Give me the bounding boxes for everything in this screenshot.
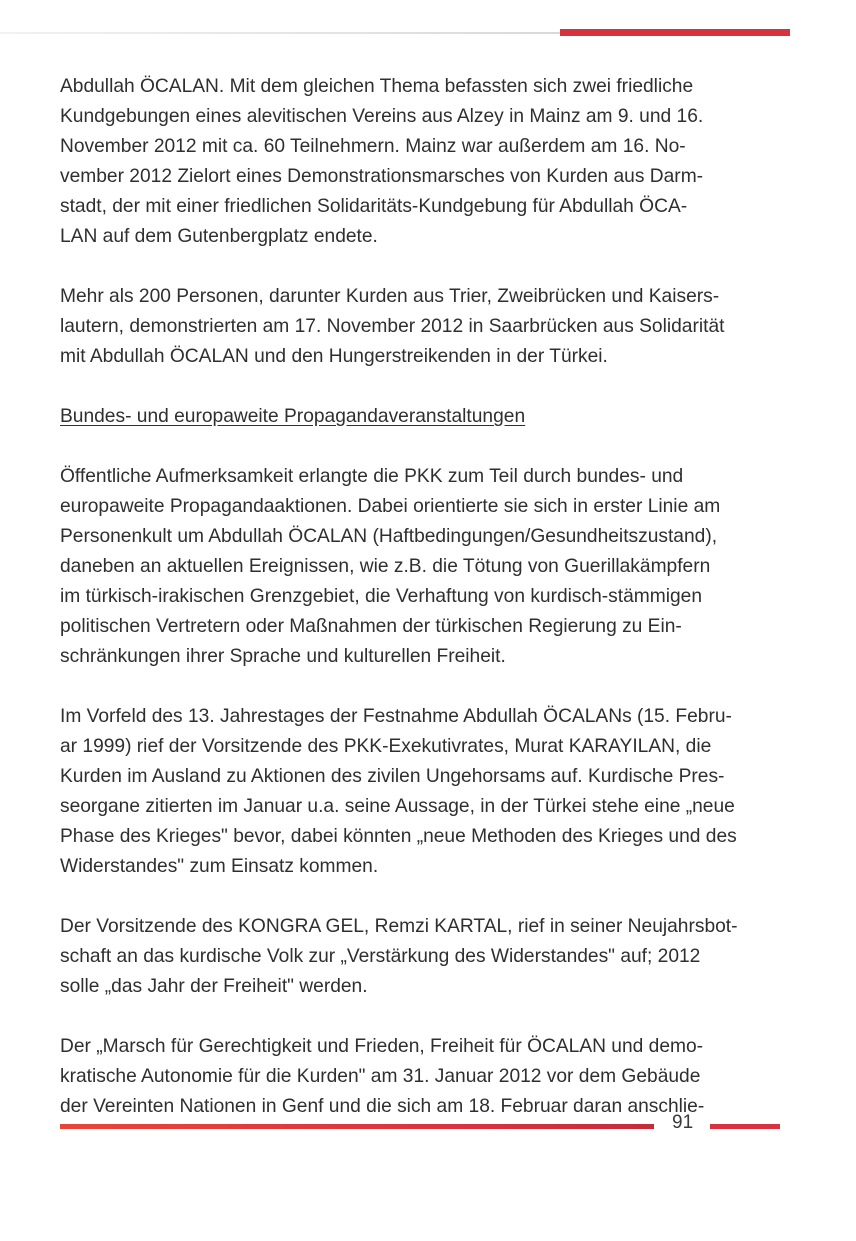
document-body [60,72,790,1152]
footer-rule [60,1112,790,1135]
paragraph-5: Der Vorsitzende des KONGRA GEL, Remzi KARTAL, rief in seiner Neujahrsbot- schaft an das kurdische Volk zur „Verstärkung des Widerstandes" auf; 2012 solle „das Jahr der Freiheit" werden. [60,916,738,997]
header-rule-grey [0,32,560,34]
paragraph-6: Der „Marsch für Gerechtigkeit und Frieden, Freiheit für ÖCALAN und demo- kratische Autonomie für die Kurden" am 31. Januar 2012 vor dem Gebäude der Vereinten Nationen in Genf und die sich am 18. Februar daran anschlie- [60,1036,705,1117]
paragraph-3: Öffentliche Aufmerksamkeit erlangte die PKK zum Teil durch bundes- und europaweite Propagandaaktionen. Dabei orientierte sie sich in erster Linie am Personenkult um Abdullah ÖCALAN (Haftbedingungen/Gesundheitszustand), daneben an aktuellen Ereignissen, wie z.B. die Tötung von Guerillakämpfern im türkisch-irakischen Grenzgebiet, die Verhaftung von kurdisch-stämmigen politischen Vertretern oder Maßnahmen der türkischen Regierung zu Ein- schränkungen ihrer Sprache und kulturellen Freiheit. [60,466,721,667]
paragraph-2: Mehr als 200 Personen, darunter Kurden aus Trier, Zweibrücken und Kaisers- lautern, demonstrierten am 17. November 2012 in Saarbrücken aus Solidarität mit Abdullah ÖCALAN und den Hungerstreikenden in der Türkei. [60,286,725,367]
section-heading: Bundes- und europaweite Propagandaveranstaltungen [60,406,526,427]
paragraph-4: Im Vorfeld des 13. Jahrestages der Festnahme Abdullah ÖCALANs (15. Febru- ar 1999) rief der Vorsitzende des PKK-Exekutivrates, Murat KARAYILAN, die Kurden im Ausland zu Aktionen des zivilen Ungehorsams auf. Kurdische Pres- seorgane zitierten im Januar u.a. seine Aussage, in der Türkei stehe eine „neue Phase des Krieges" bevor, dabei könnten „neue Methoden des Krieges und des Widerstandes" zum Einsatz kommen. [60,706,737,877]
header-rule-accent [560,29,790,36]
page-number: 91 [672,1112,694,1133]
header-rule [0,27,790,37]
paragraph-1: Abdullah ÖCALAN. Mit dem gleichen Thema befassten sich zwei friedliche Kundgebungen eines alevitischen Vereins aus Alzey in Mainz am 9. und 16. November 2012 mit ca. 60 Teilnehmern. Mainz war außerdem am 16. No- vember 2012 Zielort eines Demonstrationsmarsches von Kurden aus Darm- stadt, der mit einer friedlichen Solidaritäts-Kundgebung für Abdullah ÖCA- LAN auf dem Gutenbergplatz endete. [60,76,704,247]
footer-rule-left [60,1124,654,1129]
footer-rule-right [710,1124,780,1129]
